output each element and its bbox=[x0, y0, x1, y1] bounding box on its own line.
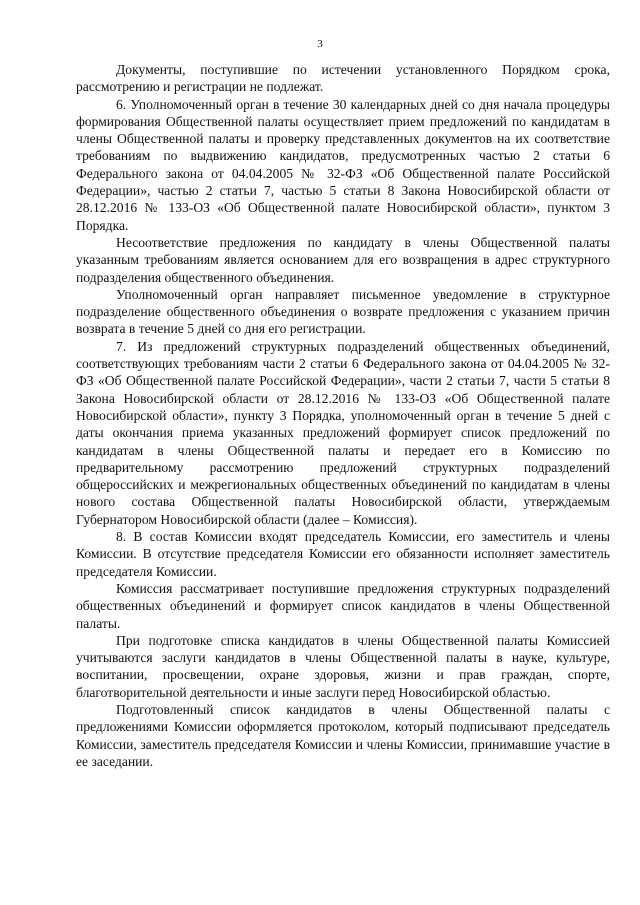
document-body bbox=[76, 61, 610, 770]
paragraph-item-6: 6. Уполномоченный орган в течение 30 календарных дней со дня начала процедуры формирования Общественной палаты осуществляет прием предложений по кандидатам в члены Общественной палаты и проверку представленных документов на их соответствие требованиям по выдвижению кандидатов, предусмотренных частью 2 статьи 6 Федерального закона от 04.04.2005 № 32-ФЗ «Об Общественной палате Российской Федерации», частью 2 статьи 7, частью 5 статьи 8 Закона Новосибирской области от 28.12.2016 № 133-ОЗ «Об Общественной палате Новосибирской области», пунктом 3 Порядка. bbox=[76, 96, 610, 233]
paragraph-nonconformity: Несоответствие предложения по кандидату в члены Общественной палаты указанным требованиям является основанием для его возвращения в адрес структурного подразделения общественного объединения. bbox=[76, 234, 610, 285]
paragraph-documents-deadline: Документы, поступившие по истечении установленного Порядком срока, рассмотрению и регистрации не подлежат. bbox=[76, 62, 610, 95]
paragraph-item-8: 8. В состав Комиссии входят председатель Комиссии, его заместитель и члены Комиссии. В отсутствие председателя Комиссии его обязанности исполняет заместитель председателя Комиссии. bbox=[76, 529, 610, 579]
paragraph-notification: Уполномоченный орган направляет письменное уведомление в структурное подразделение общественного объединения о возврате предложения с указанием причин возврата в течение 5 дней со дня его регистрации. bbox=[76, 286, 610, 337]
paragraph-item-7: 7. Из предложений структурных подразделений общественных объединений, соответствующих требованиям части 2 статьи 6 Федерального закона от 04.04.2005 № 32-ФЗ «Об Общественной палате Российской Федерации», части 2 статьи 7, части 5 статьи 8 Закона Новосибирской области от 28.12.2016 № 133-ОЗ «Об Общественной палате Новосибирской области», пункту 3 Порядка, уполномоченный орган в течение 5 дней с даты окончания приема указанных предложений формирует список предложений по кандидатам в члены Общественной палаты и передает его в Комиссию по предварительному рассмотрению предложений структурных подразделений общероссийских и межрегиональных общественных объединений по кандидатам в члены нового состава Общественной палаты Новосибирской области, утверждаемым Губернатором Новосибирской области (далее – Комиссия). bbox=[76, 338, 610, 527]
page-number: 3 bbox=[317, 38, 323, 50]
paragraph-protocol: Подготовленный список кандидатов в члены Общественной палаты с предложениями Комиссии оформляется протоколом, который подписывают председатель Комиссии, заместитель председателя Комиссии и члены Комиссии, принимавшие участие в ее заседании. bbox=[76, 701, 610, 769]
paragraph-commission-review: Комиссия рассматривает поступившие предложения структурных подразделений общественных объединений и формирует список кандидатов в члены Общественной палаты. bbox=[76, 580, 610, 631]
paragraph-candidate-merits: При подготовке списка кандидатов в члены Общественной палаты Комиссией учитываются заслуги кандидатов в члены Общественной палаты в науке, культуре, воспитании, просвещении, охране здоровья, жизни и прав граждан, спорте, благотворительной деятельности и иные заслуги перед Новосибирской областью. bbox=[76, 632, 610, 700]
